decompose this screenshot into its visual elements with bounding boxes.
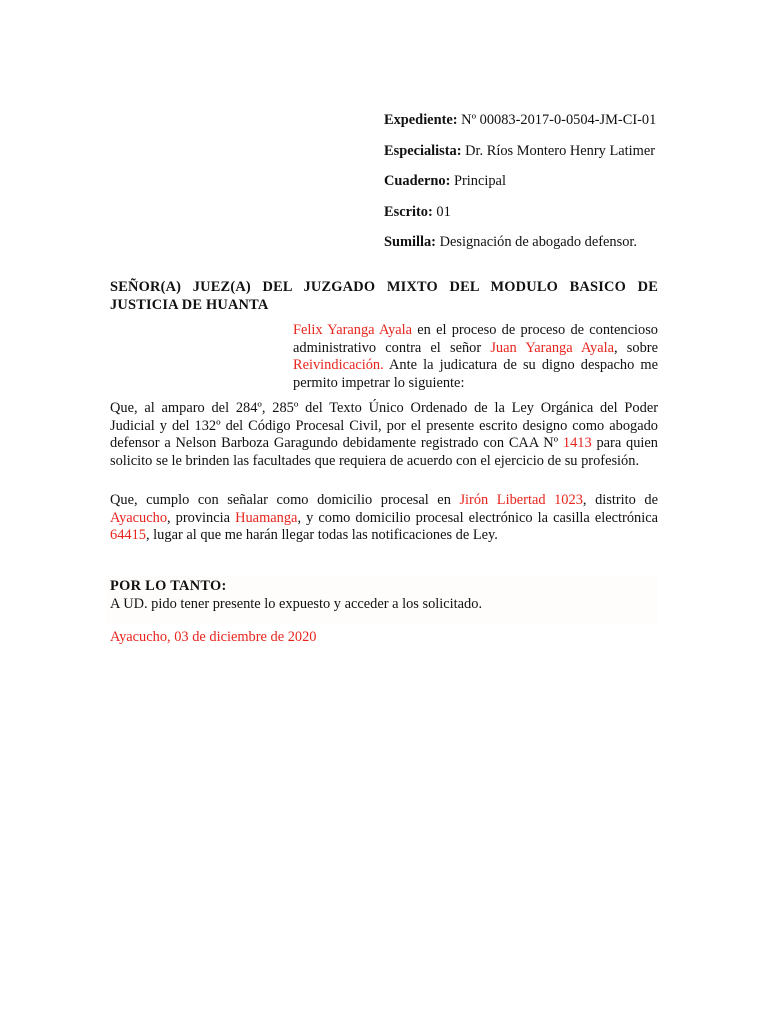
address-text: Jirón Libertad 1023	[459, 492, 583, 508]
escrito-label: Escrito:	[384, 203, 433, 220]
defendant-name: Juan Yaranga Ayala	[490, 339, 615, 356]
date-value: 03 de diciembre de 2020	[174, 629, 317, 645]
date-city: Ayacucho	[110, 629, 168, 645]
addressee-heading: SEÑOR(A) JUEZ(A) DEL JUZGADO MIXTO DEL MODULO BASICO DE JUSTICIA DE HUANTA	[110, 279, 658, 313]
date-line	[110, 629, 658, 647]
intro-text-1: en el proceso de proceso de contencioso administrativo contra el señor	[293, 322, 658, 356]
intro-text-3: Ante la judicatura de su digno despacho me permito impetrar lo siguiente:	[293, 357, 658, 391]
sumilla-row	[384, 234, 658, 252]
expediente-label: Expediente:	[384, 112, 458, 128]
plaintiff-name: Felix Yaranga Ayala	[293, 322, 413, 338]
case-header	[384, 112, 658, 265]
cuaderno-label: Cuaderno:	[384, 173, 451, 189]
district-text: Ayacucho	[110, 509, 168, 526]
closing-title: POR LO TANTO:	[110, 578, 227, 594]
cuaderno-row	[384, 173, 658, 191]
p1-text-2: para quien solicito se le brinden las facultades que requiera de acuerdo con el ejercicio de su profesión.	[110, 435, 658, 469]
escrito-value: 01	[436, 203, 451, 220]
especialista-label: Especialista:	[384, 142, 462, 159]
casilla-number: 64415	[110, 527, 146, 543]
designation-paragraph	[110, 400, 658, 470]
province-text: Huamanga	[235, 509, 298, 526]
p2-text-4: , y como domicilio procesal electrónico la casilla electrónica	[297, 509, 659, 526]
expediente-value: Nº 00083-2017-0-0504-JM-CI-01	[461, 112, 657, 128]
p2-text-5: , lugar al que me harán llegar todas las notificaciones de Ley.	[145, 527, 498, 543]
expediente-row	[384, 112, 658, 130]
closing-text: A UD. pido tener presente lo expuesto y acceder a los solicitado.	[110, 595, 483, 612]
intro-paragraph	[293, 322, 658, 392]
closing-block	[106, 576, 658, 623]
cuaderno-value: Principal	[453, 173, 506, 189]
p2-text-2: , distrito de	[582, 492, 658, 508]
p1-text-1: Que, al amparo del 284º, 285º del Texto Único Ordenado de la Ley Orgánica del Poder Judicial y del 132º del Código Procesal Civil, por el presente escrito designo como abogado defensor a Nelson Barboza Garagundo debidamente registrado con CAA Nº	[110, 400, 658, 451]
domicile-paragraph	[110, 492, 658, 545]
intro-text-2: , sobre	[614, 339, 658, 356]
sumilla-label: Sumilla:	[384, 234, 436, 250]
especialista-value: Dr. Ríos Montero Henry Latimer	[465, 142, 655, 159]
date-separator: ,	[167, 629, 175, 645]
especialista-row	[384, 143, 658, 161]
sumilla-value: Designación de abogado defensor.	[439, 234, 638, 250]
caa-number: 1413	[562, 435, 592, 451]
p2-text-1: Que, cumplo con señalar como domicilio procesal en	[110, 492, 460, 508]
p2-text-3: , provincia	[167, 509, 236, 526]
matter-text: Reivindicación.	[293, 357, 384, 373]
escrito-row	[384, 204, 658, 222]
